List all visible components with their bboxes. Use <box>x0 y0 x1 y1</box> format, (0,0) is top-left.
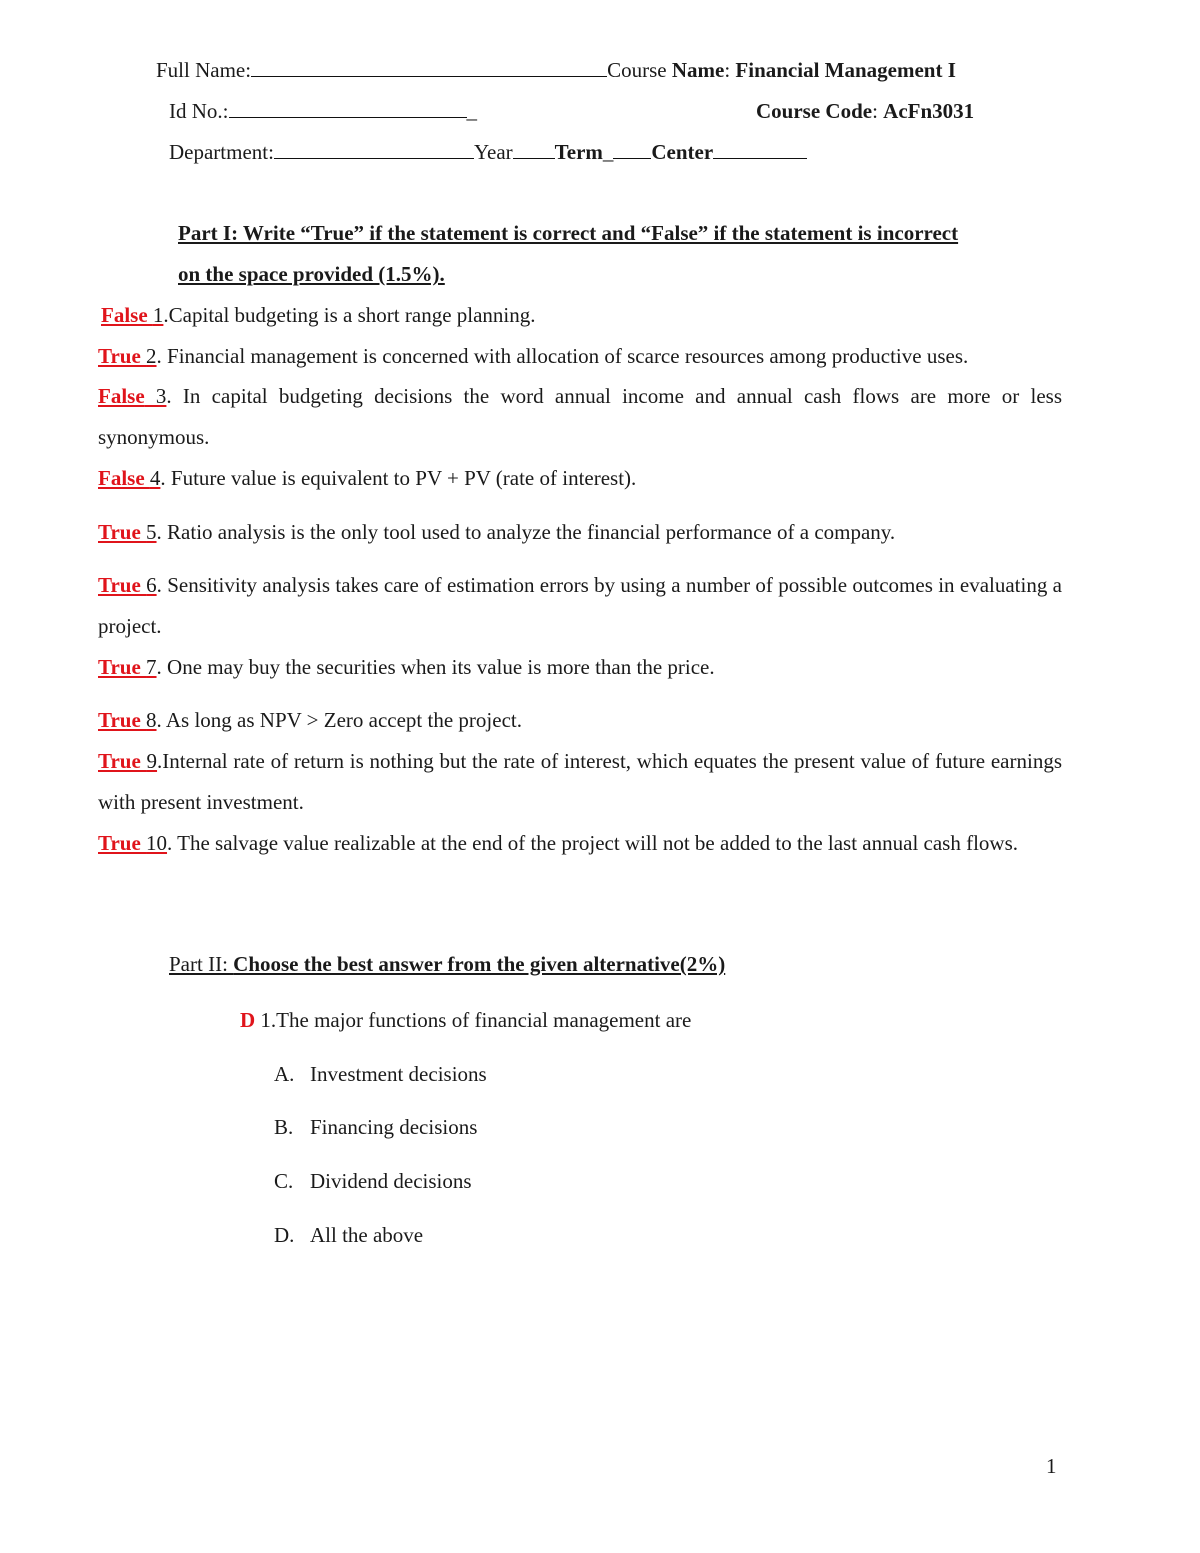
statement-4: . Future value is equivalent to PV + PV (rate of interest). <box>160 466 637 490</box>
course-code-label: Course Code <box>756 99 873 123</box>
part1-title-line1: Part I: Write “True” if the statement is correct and “False” if the statement is incorrect <box>178 221 959 245</box>
tf-item-2 <box>98 336 1062 377</box>
course-name-value: Financial Management I <box>735 58 956 82</box>
answer-3: False <box>98 384 145 408</box>
course-code <box>756 99 974 124</box>
mc-option-a <box>274 1062 487 1087</box>
part2-title <box>169 952 725 977</box>
item-number-8: 8 <box>146 708 157 732</box>
term-underscore: _ <box>602 140 614 164</box>
tf-item-10 <box>98 823 1062 864</box>
statement-8: . As long as NPV > Zero accept the project. <box>156 708 522 732</box>
mc-answer-1: D <box>240 1008 256 1032</box>
item-number-5: 5 <box>146 520 157 544</box>
part2-title-prefix: Part II: <box>169 952 234 976</box>
mc-option-text: Dividend decisions <box>310 1169 472 1193</box>
full-name-label: Full Name: <box>156 58 252 82</box>
course-code-value: AcFn3031 <box>883 99 975 123</box>
tf-item-5 <box>98 512 1062 553</box>
tf-item-7 <box>98 647 1062 688</box>
course-name-label: Name <box>671 58 725 82</box>
tf-item-4 <box>98 458 1062 499</box>
id-field[interactable] <box>229 99 467 118</box>
mc-option-letter: B. <box>274 1115 294 1139</box>
header-line-department <box>169 140 807 165</box>
header-line-id <box>169 99 477 124</box>
full-name-field[interactable] <box>251 58 607 77</box>
tf-item-9 <box>98 741 1062 823</box>
mc-question-1 <box>240 1008 691 1033</box>
item-number-1: 1 <box>152 303 164 327</box>
course-code-separator: : <box>872 99 884 123</box>
course-name-separator: : <box>724 58 736 82</box>
item-number-10: 10 <box>146 831 168 855</box>
term-label: Term <box>554 140 603 164</box>
part2-title-rest: Choose the best answer from the given alternative(2%) <box>233 952 726 976</box>
mc-option-text: Financing decisions <box>310 1115 478 1139</box>
statement-7: . One may buy the securities when its value is more than the price. <box>156 655 715 679</box>
statement-10: . The salvage value realizable at the end of the project will not be added to the last annual cash flows. <box>167 831 1019 855</box>
answer-2: True <box>98 344 147 368</box>
item-number-7: 7 <box>146 655 157 679</box>
statement-2: . Financial management is concerned with allocation of scarce resources among productive uses. <box>156 344 969 368</box>
mc-option-letter: A. <box>274 1062 295 1086</box>
mc-option-b <box>274 1115 477 1140</box>
answer-4: False <box>98 466 150 490</box>
answer-10: True <box>98 831 147 855</box>
page-number: 1 <box>1046 1454 1057 1478</box>
id-label: Id No.: <box>169 99 229 123</box>
part1-title-line2: on the space provided (1.5%). <box>178 262 445 286</box>
term-field[interactable] <box>613 140 651 159</box>
answer-1: False <box>101 303 153 327</box>
item-number-3: 3 <box>144 384 167 408</box>
mc-option-d <box>274 1223 423 1248</box>
mc-option-text: Investment decisions <box>310 1062 487 1086</box>
answer-8: True <box>98 708 147 732</box>
answer-7: True <box>98 655 147 679</box>
answer-9: True <box>98 749 147 773</box>
mc-option-letter: D. <box>274 1223 295 1247</box>
item-number-6: 6 <box>146 573 157 597</box>
center-label: Center <box>651 140 714 164</box>
id-field-trail: _ <box>466 99 477 123</box>
tf-item-3 <box>98 376 1062 458</box>
item-number-2: 2 <box>146 344 157 368</box>
statement-1: .Capital budgeting is a short range planning. <box>163 303 536 327</box>
mc-option-text: All the above <box>310 1223 424 1247</box>
year-label: Year <box>473 140 513 164</box>
department-label: Department: <box>169 140 274 164</box>
mc-option-letter: C. <box>274 1169 294 1193</box>
statement-5: . Ratio analysis is the only tool used to analyze the financial performance of a company. <box>156 520 896 544</box>
statement-6: . Sensitivity analysis takes care of estimation errors by using a number of possible outcomes in evaluating a project. <box>98 573 1062 638</box>
answer-6: True <box>98 573 147 597</box>
course-label: Course <box>607 58 672 82</box>
tf-item-6 <box>98 565 1062 647</box>
tf-item-1 <box>101 295 1065 336</box>
header-line-name <box>156 58 956 83</box>
answer-5: True <box>98 520 147 544</box>
mc-question-text: 1.The major functions of financial management are <box>255 1008 692 1032</box>
mc-option-c <box>274 1169 472 1194</box>
tf-item-8 <box>98 700 1062 741</box>
department-field[interactable] <box>274 140 474 159</box>
year-field[interactable] <box>513 140 555 159</box>
item-number-9: 9 <box>146 749 158 773</box>
statement-3: . In capital budgeting decisions the word annual income and annual cash flows are more or less synonymous. <box>98 384 1063 449</box>
item-number-4: 4 <box>149 466 161 490</box>
center-field[interactable] <box>713 140 807 159</box>
statement-9: .Internal rate of return is nothing but the rate of interest, which equates the present value of future earnings with present investment. <box>98 749 1062 814</box>
